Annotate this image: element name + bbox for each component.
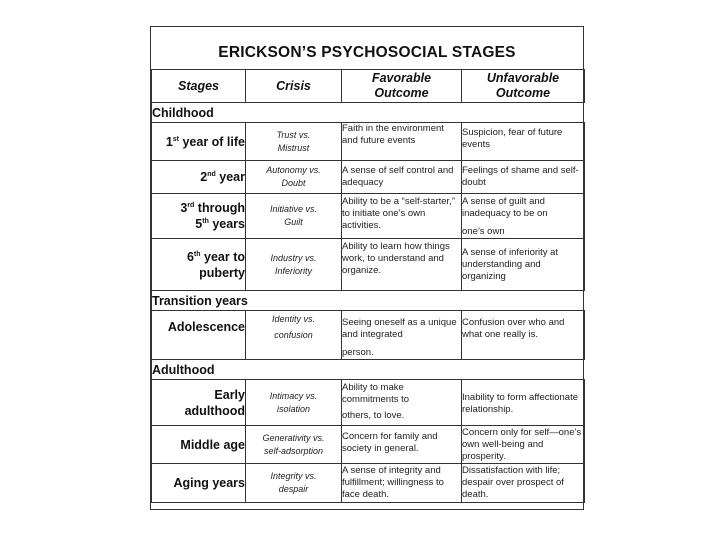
- favorable-cell: Seeing oneself as a unique and integrated person.: [342, 311, 462, 360]
- stage-cell: Early adulthood: [152, 380, 246, 426]
- table-row: [152, 194, 585, 239]
- page-title: ERICKSON’S PSYCHOSOCIAL STAGES: [218, 44, 516, 61]
- table-row: [152, 239, 585, 291]
- unfavorable-cell: Feelings of shame and self-doubt: [462, 161, 585, 194]
- stage-cell: 3rd through 5th years: [152, 194, 246, 239]
- favorable-cell: Faith in the environment and future events: [342, 123, 462, 161]
- stage-cell: 2nd year: [152, 161, 246, 194]
- header-row: [152, 70, 585, 103]
- stage-cell: Adolescence: [152, 311, 246, 360]
- stage-cell: Aging years: [152, 464, 246, 503]
- header-unfavorable: Unfavorable Outcome: [462, 70, 585, 103]
- unfavorable-cell: Suspicion, fear of future events: [462, 123, 585, 161]
- crisis-cell: Integrity vs. despair: [246, 464, 342, 503]
- table-row: [152, 380, 585, 426]
- unfavorable-cell: Inability to form affectionate relationship.: [462, 380, 585, 426]
- favorable-cell: Ability to learn how things work, to understand and organize.: [342, 239, 462, 291]
- unfavorable-cell: Confusion over who and what one really is.: [462, 311, 585, 360]
- favorable-cell: Ability to make commitments to others, to love.: [342, 380, 462, 426]
- crisis-cell: Intimacy vs. isolation: [246, 380, 342, 426]
- crisis-cell: Initiative vs. Guilt: [246, 194, 342, 239]
- crisis-cell: Industry vs. Inferiority: [246, 239, 342, 291]
- favorable-cell: Concern for family and society in general.: [342, 426, 462, 464]
- header-stages: Stages: [152, 70, 246, 103]
- favorable-cell: A sense of integrity and fulfillment; willingness to face death.: [342, 464, 462, 503]
- unfavorable-cell: Concern only for self—one’s own well-being and prosperity.: [462, 426, 585, 464]
- favorable-cell: A sense of self control and adequacy: [342, 161, 462, 194]
- header-favorable: Favorable Outcome: [342, 70, 462, 103]
- header-crisis: Crisis: [246, 70, 342, 103]
- table-row: [152, 161, 585, 194]
- table-row: [152, 311, 585, 360]
- section-row: [152, 103, 585, 123]
- crisis-cell: Identity vs. confusion: [246, 311, 342, 360]
- section-adulthood: Adulthood: [152, 360, 585, 380]
- table-row: [152, 464, 585, 503]
- crisis-cell: Autonomy vs. Doubt: [246, 161, 342, 194]
- crisis-cell: Trust vs. Mistrust: [246, 123, 342, 161]
- stage-cell: 6th year to puberty: [152, 239, 246, 291]
- unfavorable-cell: A sense of guilt and inadequacy to be on one’s own: [462, 194, 585, 239]
- stage-cell: Middle age: [152, 426, 246, 464]
- table-row: [152, 426, 585, 464]
- stage-cell: 1st year of life: [152, 123, 246, 161]
- unfavorable-cell: A sense of inferiority at understanding and organizing: [462, 239, 585, 291]
- favorable-cell: Ability to be a “self-starter,” to initiate one’s own activities.: [342, 194, 462, 239]
- section-transition: Transition years: [152, 291, 585, 311]
- section-row: [152, 291, 585, 311]
- table-row: [152, 123, 585, 161]
- stages-table: [151, 69, 585, 503]
- crisis-cell: Generativity vs. self-adsorption: [246, 426, 342, 464]
- stages-sheet: [150, 26, 584, 510]
- section-row: [152, 360, 585, 380]
- section-childhood: Childhood: [152, 103, 585, 123]
- unfavorable-cell: Dissatisfaction with life; despair over prospect of death.: [462, 464, 585, 503]
